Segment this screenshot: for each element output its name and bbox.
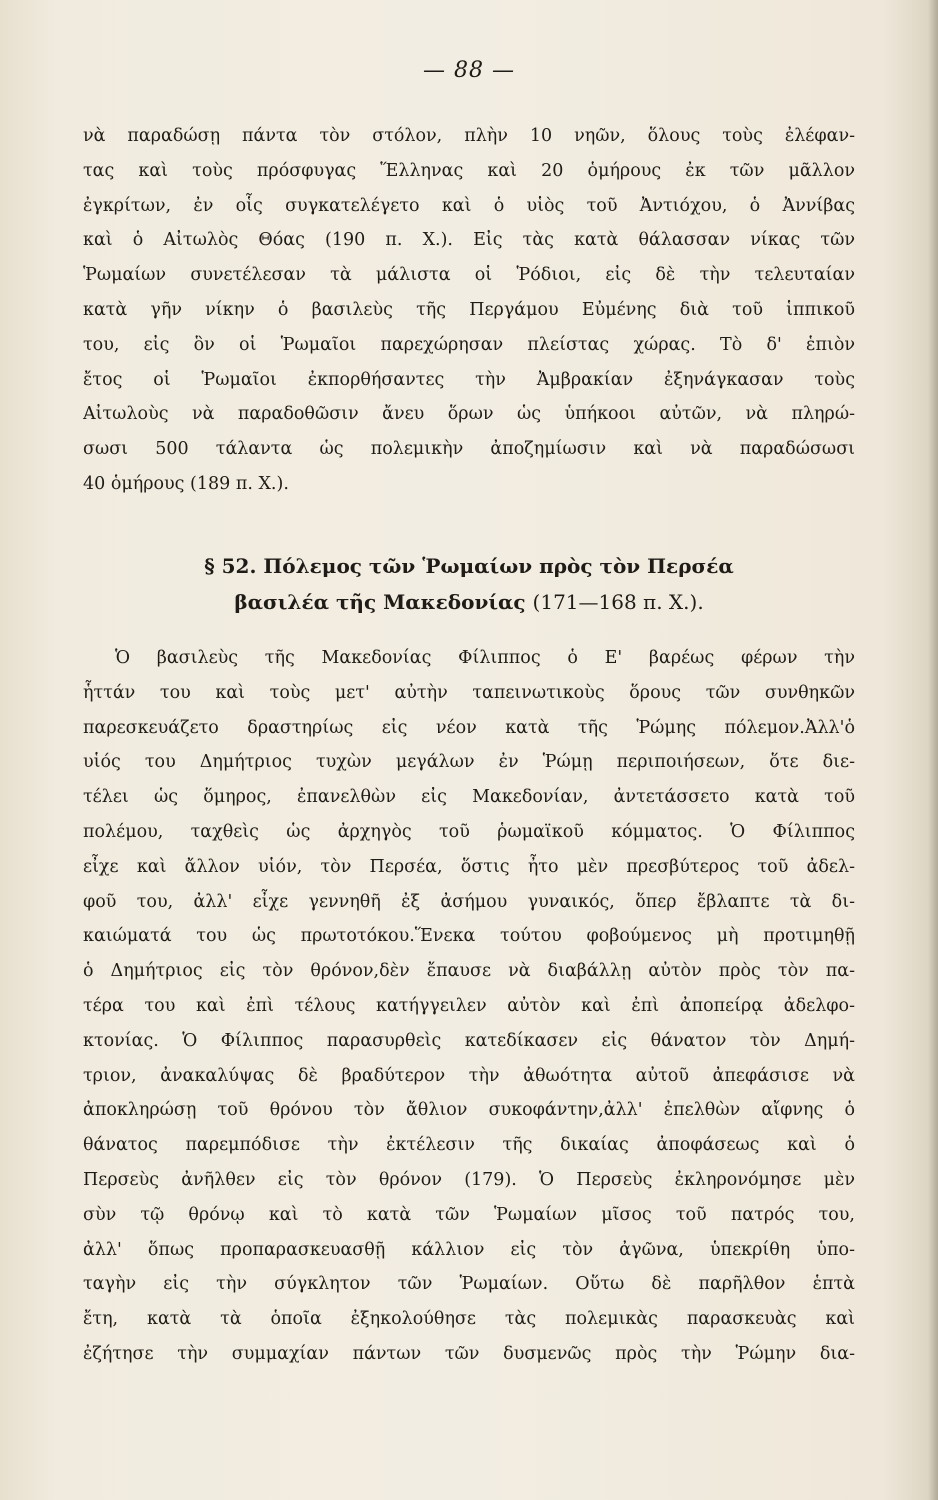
text-line: νὰ παραδώσῃ πάντα τὸν στόλον, πλὴν 10 νηῶν, ὅλους τοὺς ἐλέφαν- (83, 126, 855, 146)
text-line: 40 ὁμήρους (189 π. Χ.). (83, 473, 289, 494)
text-line: καιώματά του ὡς πρωτοτόκου.Ἕνεκα τούτου φοβούμενος μὴ προτιμηθῇ (83, 926, 855, 947)
text-line: πολέμου, ταχθεὶς ὡς ἀρχηγὸς τοῦ ῥωμαϊκοῦ κόμματος. Ὁ Φίλιππος (83, 821, 855, 842)
text-line: κατὰ γῆν νίκην ὁ βασιλεὺς τῆς Περγάμου Εὐμένης διὰ τοῦ ἱππικοῦ (83, 299, 855, 320)
text-line: τέρα του καὶ ἐπὶ τέλους κατήγγειλεν αὐτὸν καὶ ἐπὶ ἀποπείρᾳ ἀδελφο- (83, 995, 855, 1016)
section-heading-line2 (83, 584, 855, 620)
text-line: Περσεὺς ἀνῆλθεν εἰς τὸν θρόνον (179). Ὁ Περσεὺς ἐκληρονόμησε μὲν (83, 1169, 855, 1190)
text-line: ἐζήτησε τὴν συμμαχίαν πάντων τῶν δυσμενῶς πρὸς τὴν Ῥώμην δια- (83, 1343, 855, 1364)
text-line: Αἰτωλοὺς νὰ παραδοθῶσιν ἄνευ ὅρων ὡς ὑπήκοοι αὐτῶν, νὰ πληρώ- (83, 404, 855, 425)
section-heading-line1 (83, 548, 855, 584)
text-line: Ὁ βασιλεὺς τῆς Μακεδονίας Φίλιππος ὁ Ε' βαρέως φέρων τὴν (115, 648, 855, 668)
page-edge-shadow (928, 0, 938, 1500)
section-heading (83, 548, 855, 620)
text-line: ἀποκληρώσῃ τοῦ θρόνου τὸν ἄθλιον συκοφάντην,ἀλλ' ἐπελθὼν αἴφνης ὁ (83, 1100, 855, 1121)
text-line: Ῥωμαίων συνετέλεσαν τὰ μάλιστα οἱ Ῥόδιοι, εἰς δὲ τὴν τελευταίαν (83, 265, 855, 286)
paragraph-continued (83, 119, 855, 502)
text-line: τας καὶ τοὺς πρόσφυγας Ἕλληνας καὶ 20 ὁμήρους ἐκ τῶν μᾶλλον (83, 160, 855, 181)
text-line: τριον, ἀνακαλύψας δὲ βραδύτερον τὴν ἀθωότητα αὐτοῦ ἀπεφάσισε νὰ (83, 1065, 855, 1086)
text-line: παρεσκευάζετο δραστηρίως εἰς νέον κατὰ τῆς Ῥώμης πόλεμον.Ἀλλ'ὁ (83, 717, 855, 738)
text-line: ἐγκρίτων, ἐν οἷς συγκατελέγετο καὶ ὁ υἱὸς τοῦ Ἀντιόχου, ὁ Ἀννίβας (83, 195, 855, 216)
section-title-part2: βασιλέα τῆς Μακεδονίας (234, 590, 526, 614)
paragraph-main (83, 641, 855, 1372)
text-line: του, εἰς ὃν οἱ Ῥωμαῖοι παρεχώρησαν πλείστας χώρας. Τὸ δ' ἑπιὸν (83, 334, 855, 355)
text-line: φοῦ του, ἀλλ' εἶχε γεννηθῆ ἐξ ἀσήμου γυναικός, ὅπερ ἔβλαπτε τὰ δι- (83, 891, 855, 912)
text-line: κτονίας. Ὁ Φίλιππος παρασυρθεὶς κατεδίκασεν εἰς θάνατον τὸν Δημή- (83, 1030, 855, 1051)
text-line: ἀλλ' ὅπως προπαρασκευασθῇ κάλλιον εἰς τὸν ἀγῶνα, ὑπεκρίθη ὑπο- (83, 1239, 855, 1260)
text-line: σωσι 500 τάλαντα ὡς πολεμικὴν ἀποζημίωσιν καὶ νὰ παραδώσωσι (83, 439, 855, 460)
text-line: ὁ Δημήτριος εἰς τὸν θρόνον,δὲν ἔπαυσε νὰ διαβάλλῃ αὐτὸν πρὸς τὸν πα- (83, 961, 855, 982)
section-mark: § 52. (204, 554, 257, 578)
text-line: τέλει ὡς ὅμηρος, ἐπανελθὼν εἰς Μακεδονίαν, ἀντετάσσετο κατὰ τοῦ (83, 787, 855, 808)
text-line: ταγὴν εἰς τὴν σύγκλητον τῶν Ῥωμαίων. Οὕτω δὲ παρῆλθον ἑπτὰ (83, 1274, 855, 1295)
text-line: σὺν τῷ θρόνῳ καὶ τὸ κατὰ τῶν Ῥωμαίων μῖσος τοῦ πατρός του, (83, 1204, 855, 1225)
text-line: θάνατος παρεμπόδισε τὴν ἐκτέλεσιν τῆς δικαίας ἀποφάσεως καὶ ὁ (83, 1135, 855, 1156)
text-line: ἔτη, κατὰ τὰ ὁποῖα ἐξηκολούθησε τὰς πολεμικὰς παρασκευὰς καὶ (83, 1309, 855, 1330)
text-line: ἧττάν του καὶ τοὺς μετ' αὐτὴν ταπεινωτικοὺς ὅρους τῶν συνθηκῶν (83, 682, 855, 703)
text-line: καὶ ὁ Αἰτωλὸς Θόας (190 π. Χ.). Εἰς τὰς κατὰ θάλασσαν νίκας τῶν (83, 230, 855, 251)
section-title-part1: Πόλεμος τῶν Ῥωμαίων πρὸς τὸν Περσέα (263, 554, 734, 578)
text-line: ἔτος οἱ Ῥωμαῖοι ἐκπορθήσαντες τὴν Ἀμβρακίαν ἐξηνάγκασαν τοὺς (83, 369, 855, 390)
text-line: εἶχε καὶ ἄλλον υἱόν, τὸν Περσέα, ὅστις ἦτο μὲν πρεσβύτερος τοῦ ἀδελ- (83, 856, 855, 877)
section-dates: (171—168 π. Χ.). (532, 590, 704, 614)
page-number: — 88 — (423, 58, 515, 83)
text-line: υἱός του Δημήτριος τυχὼν μεγάλων ἐν Ῥώμῃ περιποιήσεων, ὅτε διε- (83, 752, 855, 773)
